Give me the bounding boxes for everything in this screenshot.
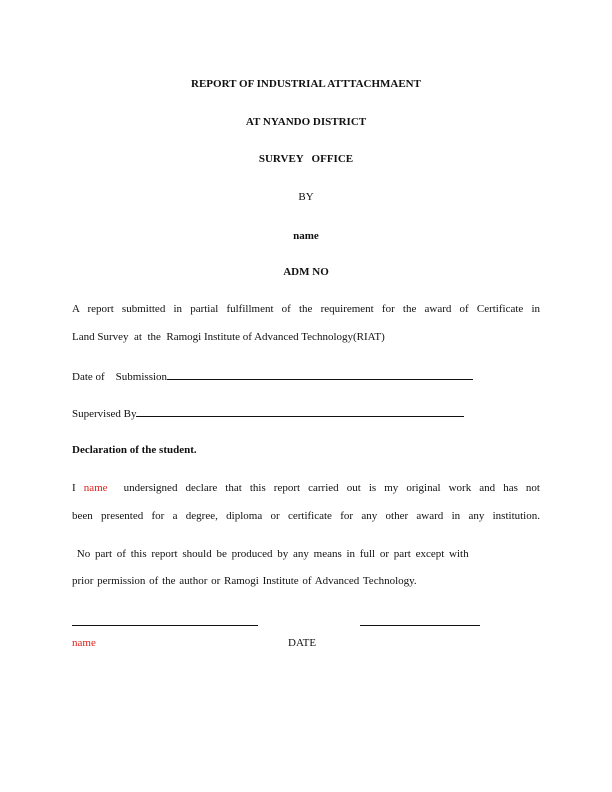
- report-title-line3: SURVEY OFFICE: [258, 153, 354, 165]
- declaration-p2-line2: prior permission of the author or Ramogi Institute of Advanced Technology.: [72, 575, 417, 587]
- date-of-submission-blank: [167, 369, 473, 380]
- report-title-line1: REPORT OF INDUSTRIAL ATTTACHMAENT: [191, 78, 421, 90]
- date-line: [360, 625, 480, 626]
- declaration-p2-line1: No part of this report should be produced by any means in full or part except with: [72, 548, 469, 560]
- report-title-line2: AT NYANDO DISTRICT: [245, 116, 367, 128]
- purpose-line1: A report submitted in partial fulfillment of the requirement for the award of Certificate in: [72, 303, 540, 315]
- student-name: name: [293, 230, 319, 242]
- date-of-submission-label: Date of Submission: [72, 371, 168, 383]
- declaration-p1-rest: undersigned declare that this report carried out is my original work and has not: [107, 482, 540, 494]
- supervised-by-label: Supervised By: [72, 408, 137, 420]
- admission-number: ADM NO: [283, 266, 329, 278]
- date-of-submission-field: [72, 369, 473, 383]
- declaration-name: name: [83, 482, 108, 494]
- signature-line: [72, 625, 258, 626]
- declaration-prefix: I: [72, 482, 84, 494]
- purpose-line2: Land Survey at the Ramogi Institute of Advanced Technology(RIAT): [72, 331, 385, 343]
- supervised-by-blank: [136, 406, 464, 417]
- declaration-p1-line2: been presented for a degree, diploma or certificate for any other award in any institution.: [72, 510, 540, 522]
- supervised-by-field: [72, 406, 464, 420]
- signature-date-label: DATE: [288, 637, 317, 649]
- by-label: BY: [298, 191, 314, 203]
- declaration-p1-line1: [72, 482, 540, 494]
- signature-name: name: [72, 637, 96, 649]
- declaration-heading: Declaration of the student.: [72, 444, 197, 456]
